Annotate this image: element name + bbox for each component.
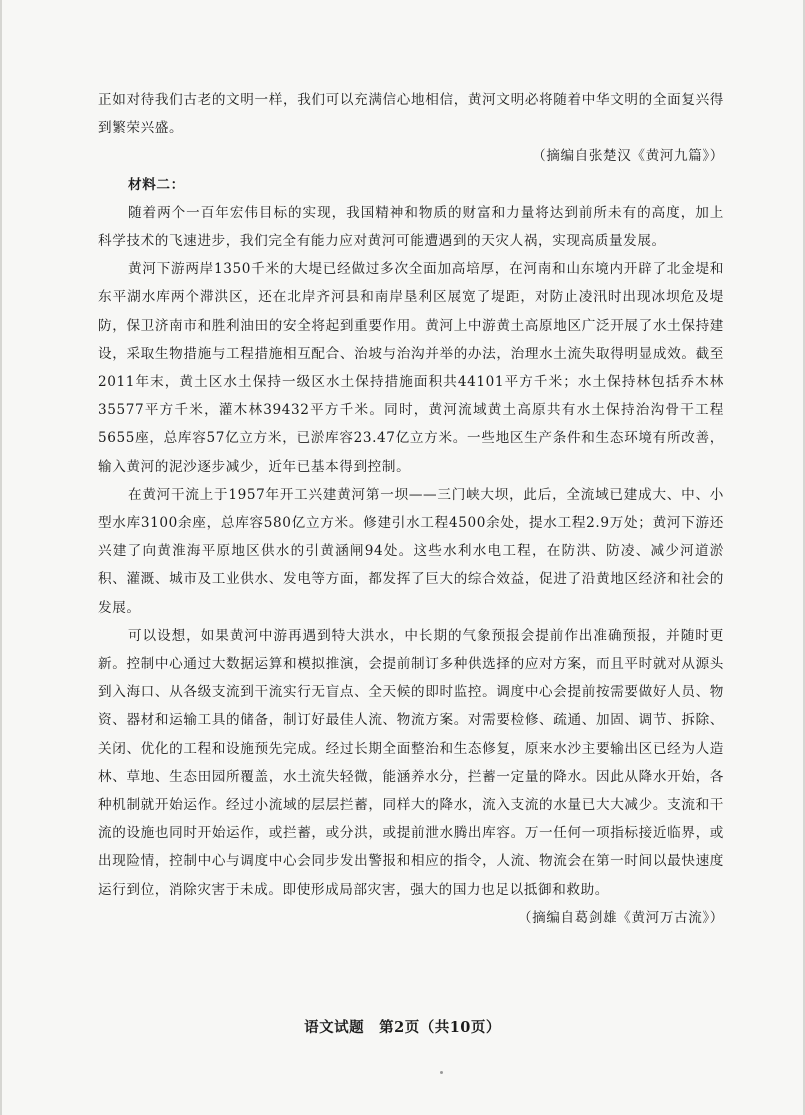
material1-tail-paragraph: 正如对待我们古老的文明一样，我们可以充满信心地相信，黄河文明必将随着中华文明的全面复兴得到繁荣兴盛。	[98, 92, 724, 137]
article-body	[98, 86, 724, 932]
scan-speck	[440, 1071, 443, 1074]
page-footer: 语文试题 第2页（共10页）	[304, 1019, 501, 1036]
material2-label: 材料二：	[128, 176, 185, 193]
material2-paragraph-1: 随着两个一百年宏伟目标的实现，我国精神和物质的财富和力量将达到前所未有的高度，加上科学技术的飞速进步，我们完全有能力应对黄河可能遭遇到的天灾人祸，实现高质量发展。	[98, 204, 724, 250]
scan-left-edge	[0, 0, 2, 1115]
material1-source: （摘编自张楚汉《黄河九篇》）	[532, 148, 724, 165]
material2-paragraph-3: 在黄河干流上于1957年开工兴建黄河第一坝——三门峡大坝，此后，全流域已建成大、中、小型水库3100余座，总库容580亿立方米。修建引水工程4500余处，提水工程2.9万处；黄河下游还兴建了向黄淮海平原地区供水的引黄涵闸94处。这些水利水电工程，在防洪、防凌、减少河道淤积、灌溉、城市及工业供水、发电等方面，都发挥了巨大的综合效益，促进了沿黄地区经济和社会的发展。	[98, 486, 724, 616]
material2-paragraph-4: 可以设想，如果黄河中游再遇到特大洪水，中长期的气象预报会提前作出准确预报，并随时更新。控制中心通过大数据运算和模拟推演，会提前制订多种供选择的应对方案，而且平时就对从源头到入海口、从各级支流到干流实行无盲点、全天候的即时监控。调度中心会提前按需要做好人员、物资、器材和运输工具的储备，制订好最佳人流、物流方案。对需要检修、疏通、加固、调节、拆除、关闭、优化的工程和设施预先完成。经过长期全面整治和生态修复，原来水沙主要输出区已经为人造林、草地、生态田园所覆盖，水土流失轻微，能涵养水分，拦蓄一定量的降水。因此从降水开始，各种机制就开始运作。经过小流域的层层拦蓄，同样大的降水，流入支流的水量已大大减少。支流和干流的设施也同时开始运作，或拦蓄，或分洪，或提前泄水腾出库容。万一任何一项指标接近临界，或出现险情，控制中心与调度中心会同步发出警报和相应的指令，人流、物流会在第一时间以最快速度运行到位，消除灾害于未成。即使形成局部灾害，强大的国力也足以抵御和救助。	[98, 627, 724, 898]
material2-source: （摘编自葛剑雄《黄河万古流》）	[517, 909, 724, 926]
material2-paragraph-2: 黄河下游两岸1350千米的大堤已经做过多次全面加高培厚，在河南和山东境内开辟了北金堤和东平湖水库两个滞洪区，还在北岸齐河县和南岸垦利区展宽了堤距，对防止凌汛时出现冰坝危及堤防，保卫济南市和胜利油田的安全将起到重要作用。黄河上中游黄土高原地区广泛开展了水土保持建设，采取生物措施与工程措施相互配合、治坡与治沟并举的办法，治理水土流失取得明显成效。截至2011年末，黄土区水土保持一级区水土保持措施面积共44101平方千米；水土保持林包括乔木林35577平方千米，灌木林39432平方千米。同时，黄河流域黄土高原共有水土保持治沟骨干工程5655座，总库容57亿立方米，已淤库容23.47亿立方米。一些地区生产条件和生态环境有所改善，输入黄河的泥沙逐步减少，近年已基本得到控制。	[98, 261, 724, 475]
